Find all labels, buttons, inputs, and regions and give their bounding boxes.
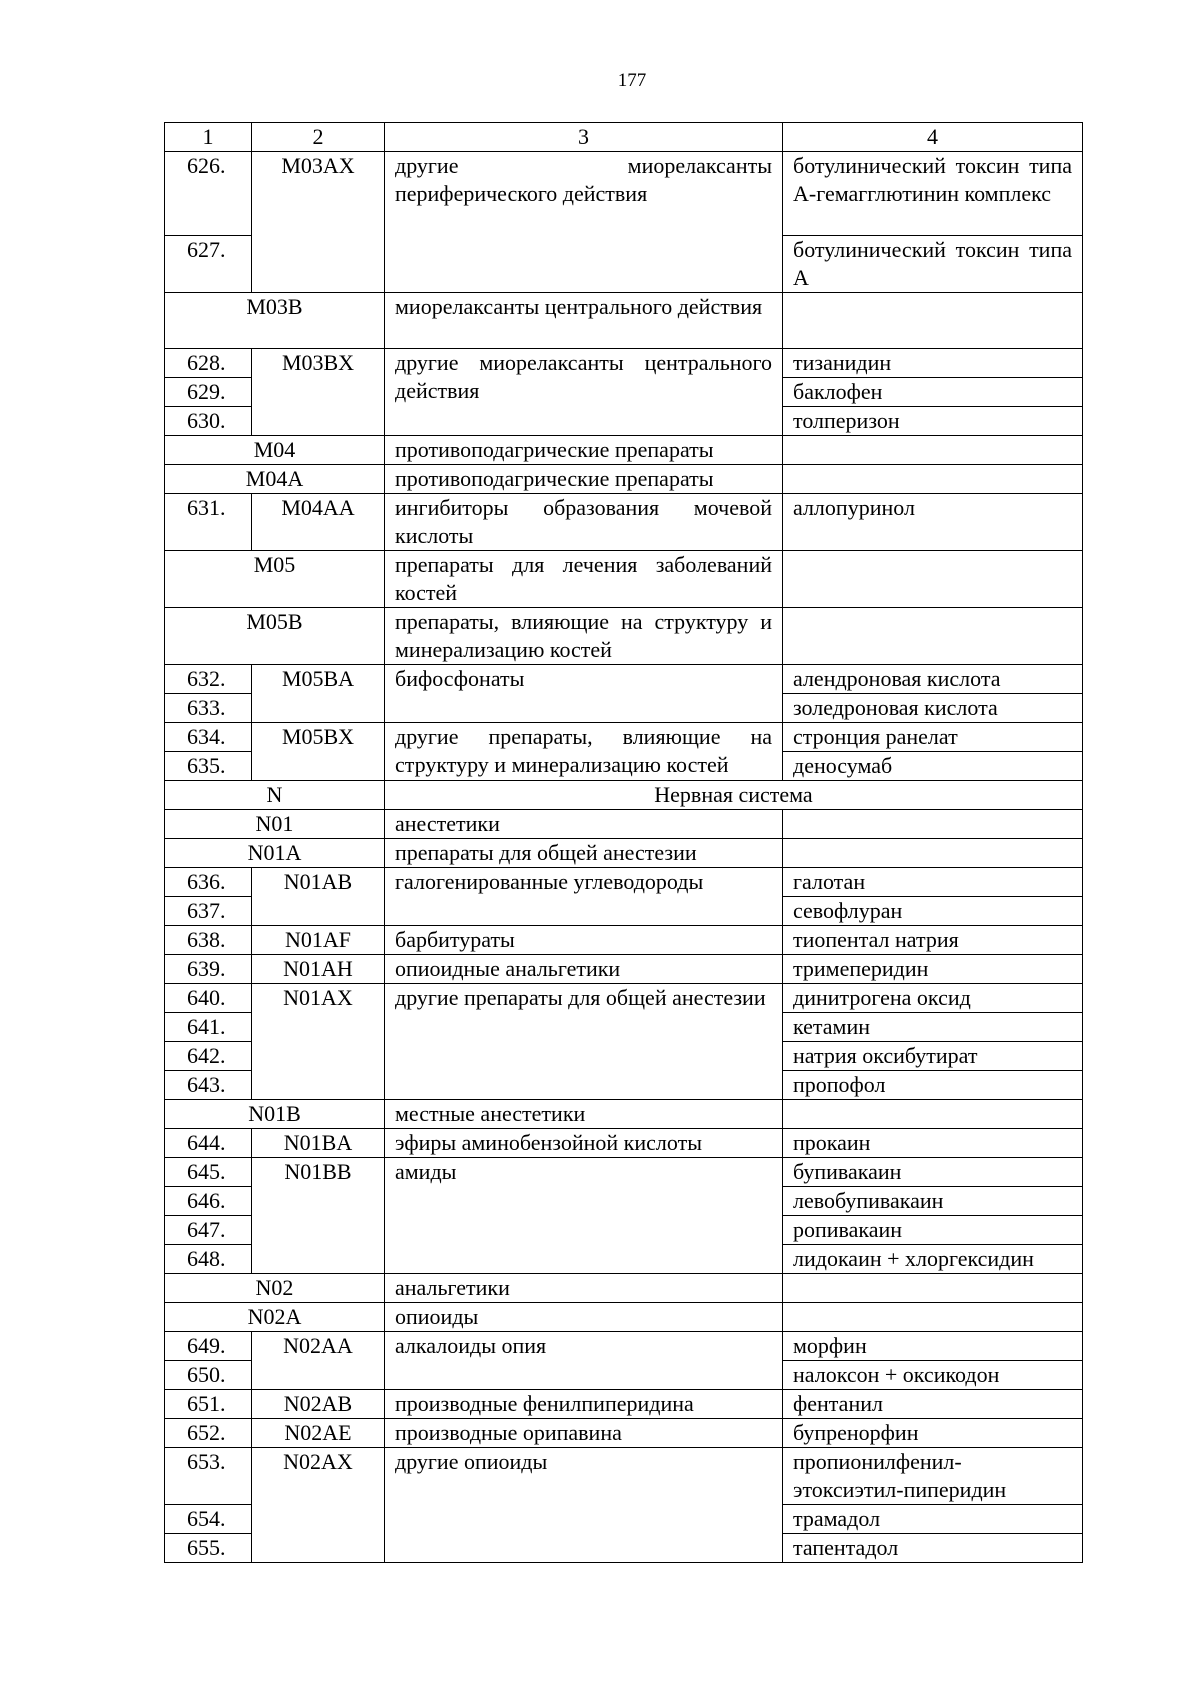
drug-row <box>165 868 1083 897</box>
section-row <box>165 781 1083 810</box>
drug-name: севофлуран <box>783 897 1083 926</box>
drug-name: пропофол <box>783 1071 1083 1100</box>
atc-description: другие препараты для общей анестезии <box>385 984 783 1100</box>
atc-code: M05BX <box>252 723 385 781</box>
row-number: 647. <box>165 1216 252 1245</box>
drug-name: тиопентал натрия <box>783 926 1083 955</box>
group-row <box>165 1274 1083 1303</box>
atc-group-description: опиоиды <box>385 1303 783 1332</box>
row-number: 640. <box>165 984 252 1013</box>
drug-row <box>165 1448 1083 1505</box>
atc-group-code: N01B <box>165 1100 385 1129</box>
drug-name: толперизон <box>783 407 1083 436</box>
drug-name: аллопуринол <box>783 494 1083 551</box>
group-row <box>165 608 1083 665</box>
atc-description: галогенированные углеводороды <box>385 868 783 926</box>
row-number: 632. <box>165 665 252 694</box>
drug-row <box>165 723 1083 752</box>
header-col-2: 2 <box>252 123 385 152</box>
atc-group-description: противоподагрические препараты <box>385 436 783 465</box>
row-number: 626. <box>165 152 252 236</box>
row-number: 628. <box>165 349 252 378</box>
drug-row <box>165 665 1083 694</box>
row-number: 650. <box>165 1361 252 1390</box>
drug-row <box>165 1390 1083 1419</box>
atc-description: алкалоиды опия <box>385 1332 783 1390</box>
row-number: 634. <box>165 723 252 752</box>
group-row <box>165 551 1083 608</box>
drug-name: тримеперидин <box>783 955 1083 984</box>
drug-name <box>783 551 1083 608</box>
drug-name: натрия оксибутират <box>783 1042 1083 1071</box>
drug-name <box>783 1274 1083 1303</box>
header-col-4: 4 <box>783 123 1083 152</box>
atc-description: барбитураты <box>385 926 783 955</box>
atc-description: эфиры аминобензойной кислоты <box>385 1129 783 1158</box>
atc-code: N01AH <box>252 955 385 984</box>
atc-code: M03BX <box>252 349 385 436</box>
drug-row <box>165 349 1083 378</box>
row-number: 642. <box>165 1042 252 1071</box>
atc-description: ингибиторы образования мочевой кислоты <box>385 494 783 551</box>
atc-description: производные фенилпиперидина <box>385 1390 783 1419</box>
row-number: 629. <box>165 378 252 407</box>
row-number: 644. <box>165 1129 252 1158</box>
drug-name <box>783 839 1083 868</box>
drug-name: налоксон + оксикодон <box>783 1361 1083 1390</box>
drug-name: ботулинический токсин типа А-гемагглютинин комплекс <box>783 152 1083 236</box>
atc-group-code: M04 <box>165 436 385 465</box>
row-number: 636. <box>165 868 252 897</box>
drug-name: деносумаб <box>783 752 1083 781</box>
atc-code: M04AA <box>252 494 385 551</box>
drug-name: золедроновая кислота <box>783 694 1083 723</box>
row-number: 641. <box>165 1013 252 1042</box>
drug-row <box>165 1129 1083 1158</box>
drug-name <box>783 436 1083 465</box>
group-row <box>165 465 1083 494</box>
drug-name: трамадол <box>783 1505 1083 1534</box>
row-number: 654. <box>165 1505 252 1534</box>
page-number: 177 <box>617 70 647 91</box>
drug-name: левобупивакаин <box>783 1187 1083 1216</box>
drug-name: морфин <box>783 1332 1083 1361</box>
section-code: N <box>165 781 385 810</box>
atc-group-description: препараты для общей анестезии <box>385 839 783 868</box>
atc-code: N01BA <box>252 1129 385 1158</box>
row-number: 648. <box>165 1245 252 1274</box>
drug-name: алендроновая кислота <box>783 665 1083 694</box>
drug-name: тизанидин <box>783 349 1083 378</box>
row-number: 646. <box>165 1187 252 1216</box>
atc-code: N01AF <box>252 926 385 955</box>
row-number: 652. <box>165 1419 252 1448</box>
group-row <box>165 436 1083 465</box>
drug-row <box>165 926 1083 955</box>
atc-group-code: N02A <box>165 1303 385 1332</box>
row-number: 651. <box>165 1390 252 1419</box>
atc-group-code: M04A <box>165 465 385 494</box>
row-number: 645. <box>165 1158 252 1187</box>
atc-group-code: N01A <box>165 839 385 868</box>
row-number: 638. <box>165 926 252 955</box>
atc-group-code: M05 <box>165 551 385 608</box>
row-number: 633. <box>165 694 252 723</box>
group-row <box>165 1100 1083 1129</box>
group-row <box>165 839 1083 868</box>
drug-name: тапентадол <box>783 1534 1083 1563</box>
atc-code: N02AB <box>252 1390 385 1419</box>
drug-row <box>165 1158 1083 1187</box>
atc-group-description: препараты, влияющие на структуру и минерализацию костей <box>385 608 783 665</box>
atc-description: бифосфонаты <box>385 665 783 723</box>
row-number: 649. <box>165 1332 252 1361</box>
row-number: 637. <box>165 897 252 926</box>
atc-group-code: M05B <box>165 608 385 665</box>
atc-group-description: местные анестетики <box>385 1100 783 1129</box>
drug-row <box>165 152 1083 236</box>
group-row <box>165 810 1083 839</box>
drug-name: фентанил <box>783 1390 1083 1419</box>
row-number: 643. <box>165 1071 252 1100</box>
atc-description: производные орипавина <box>385 1419 783 1448</box>
atc-group-code: N01 <box>165 810 385 839</box>
atc-description: другие препараты, влияющие на структуру и минерализацию костей <box>385 723 783 781</box>
row-number: 639. <box>165 955 252 984</box>
drug-name: лидокаин + хлоргексидин <box>783 1245 1083 1274</box>
row-number: 653. <box>165 1448 252 1505</box>
drug-name: галотан <box>783 868 1083 897</box>
row-number: 630. <box>165 407 252 436</box>
drug-name: ботулинический токсин типа А <box>783 236 1083 293</box>
drug-name <box>783 810 1083 839</box>
drug-name: кетамин <box>783 1013 1083 1042</box>
drug-name <box>783 1303 1083 1332</box>
drug-name: динитрогена оксид <box>783 984 1083 1013</box>
drug-name: стронция ранелат <box>783 723 1083 752</box>
drug-name <box>783 1100 1083 1129</box>
header-col-3: 3 <box>385 123 783 152</box>
atc-code: N02AA <box>252 1332 385 1390</box>
atc-description: амиды <box>385 1158 783 1274</box>
atc-group-description: препараты для лечения заболеваний костей <box>385 551 783 608</box>
drug-name <box>783 293 1083 349</box>
section-title: Нервная система <box>385 781 1083 810</box>
row-number: 627. <box>165 236 252 293</box>
atc-code: N02AX <box>252 1448 385 1563</box>
drug-name: бупренорфин <box>783 1419 1083 1448</box>
atc-code: N01AX <box>252 984 385 1100</box>
drug-name: пропионилфенил-этоксиэтил-пиперидин <box>783 1448 1083 1505</box>
atc-group-description: противоподагрические препараты <box>385 465 783 494</box>
row-number: 655. <box>165 1534 252 1563</box>
atc-group-description: анальгетики <box>385 1274 783 1303</box>
atc-group-code: M03B <box>165 293 385 349</box>
atc-code: M05BA <box>252 665 385 723</box>
atc-description: другие миорелаксанты центрального действия <box>385 349 783 436</box>
group-row <box>165 1303 1083 1332</box>
atc-code: N02AE <box>252 1419 385 1448</box>
atc-group-description: миорелаксанты центрального действия <box>385 293 783 349</box>
drug-name <box>783 465 1083 494</box>
header-col-1: 1 <box>165 123 252 152</box>
drug-name <box>783 608 1083 665</box>
drug-name: прокаин <box>783 1129 1083 1158</box>
row-number: 631. <box>165 494 252 551</box>
drug-classification-table <box>164 122 1083 1563</box>
atc-group-description: анестетики <box>385 810 783 839</box>
atc-code: N01BB <box>252 1158 385 1274</box>
atc-code: M03AX <box>252 152 385 293</box>
drug-row <box>165 1419 1083 1448</box>
drug-row <box>165 984 1083 1013</box>
atc-code: N01AB <box>252 868 385 926</box>
atc-description: другие миорелаксанты периферического действия <box>385 152 783 293</box>
drug-row <box>165 955 1083 984</box>
row-number: 635. <box>165 752 252 781</box>
drug-name: баклофен <box>783 378 1083 407</box>
atc-description: опиоидные анальгетики <box>385 955 783 984</box>
header-row <box>165 123 1083 152</box>
drug-row <box>165 1332 1083 1361</box>
drug-name: бупивакаин <box>783 1158 1083 1187</box>
drug-row <box>165 494 1083 551</box>
group-row <box>165 293 1083 349</box>
atc-description: другие опиоиды <box>385 1448 783 1563</box>
drug-name: ропивакаин <box>783 1216 1083 1245</box>
atc-group-code: N02 <box>165 1274 385 1303</box>
